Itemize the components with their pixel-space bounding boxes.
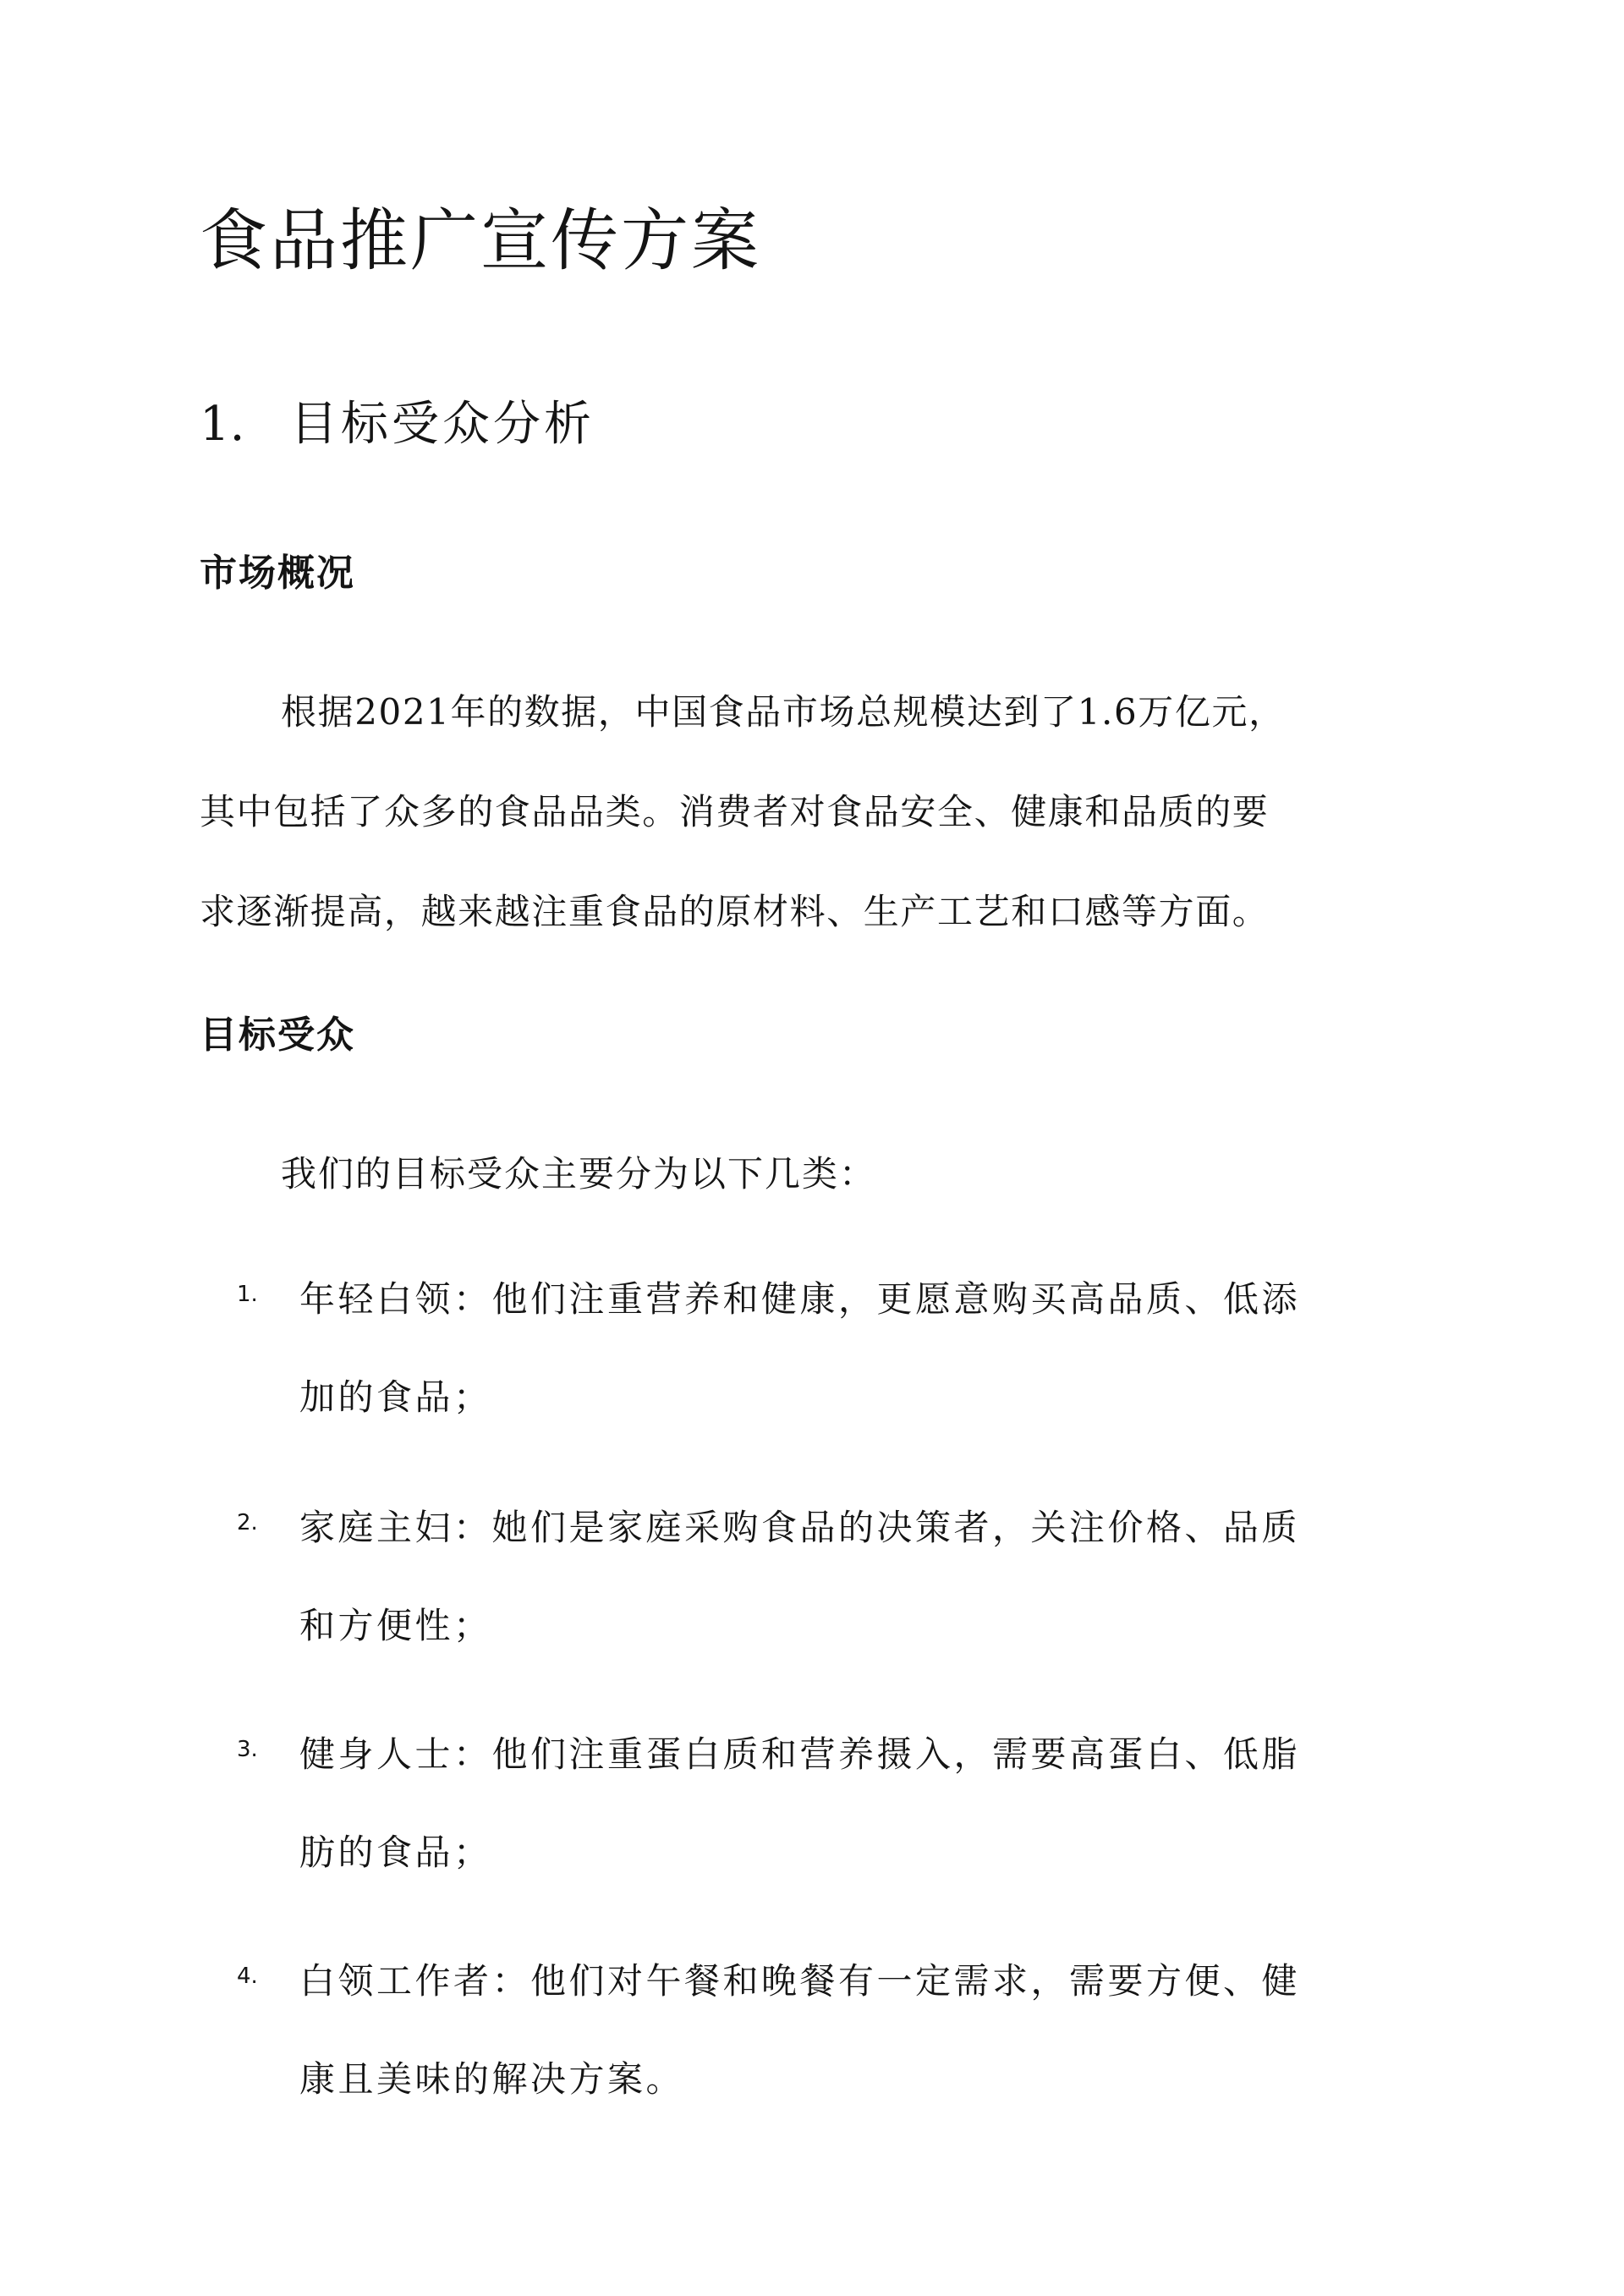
- list-item-line: 年轻白领：他们注重营养和健康，更愿意购买高品质、低添: [299, 1278, 1301, 1320]
- list-marker: 1.: [237, 1282, 258, 1307]
- market-overview-heading: 市场概况: [200, 552, 355, 595]
- list-item-text: [299, 1706, 1300, 1902]
- section-heading-text: 目标受众分析: [290, 397, 595, 452]
- list-item-line: 加的食品；: [299, 1376, 492, 1418]
- market-overview-paragraph: [200, 662, 1451, 962]
- list-item-line: 康且美味的解决方案。: [299, 2058, 685, 2100]
- list-item-line: 家庭主妇：她们是家庭采购食品的决策者，关注价格、品质: [299, 1507, 1301, 1548]
- list-item-text: [299, 1932, 1300, 2128]
- list-item-line: 肪的食品；: [299, 1832, 492, 1873]
- paragraph-line: 根据2021年的数据，中国食品市场总规模达到了1.6万亿元，: [281, 691, 1286, 733]
- list-marker: 4.: [237, 1964, 258, 1989]
- section-number: 1.: [200, 397, 245, 452]
- document-title: 食品推广宣传方案: [200, 201, 761, 280]
- paragraph-line: 其中包括了众多的食品品类。消费者对食品安全、健康和品质的要: [200, 791, 1270, 832]
- paragraph-line: 求逐渐提高，越来越注重食品的原材料、生产工艺和口感等方面。: [200, 891, 1270, 932]
- target-audience-heading: 目标受众: [200, 1013, 355, 1057]
- section-heading: [200, 391, 595, 459]
- target-audience-intro: 我们的目标受众主要分为以下几类：: [281, 1153, 877, 1195]
- list-item-line: 健身人士：他们注重蛋白质和营养摄入，需要高蛋白、低脂: [299, 1733, 1301, 1775]
- list-item-line: 和方便性；: [299, 1605, 492, 1646]
- list-item-text: [299, 1250, 1300, 1447]
- list-marker: 3.: [237, 1737, 258, 1762]
- list-item-text: [299, 1479, 1300, 1675]
- list-marker: 2.: [237, 1510, 258, 1535]
- list-item-line: 白领工作者：他们对午餐和晚餐有一定需求，需要方便、健: [299, 1960, 1301, 2002]
